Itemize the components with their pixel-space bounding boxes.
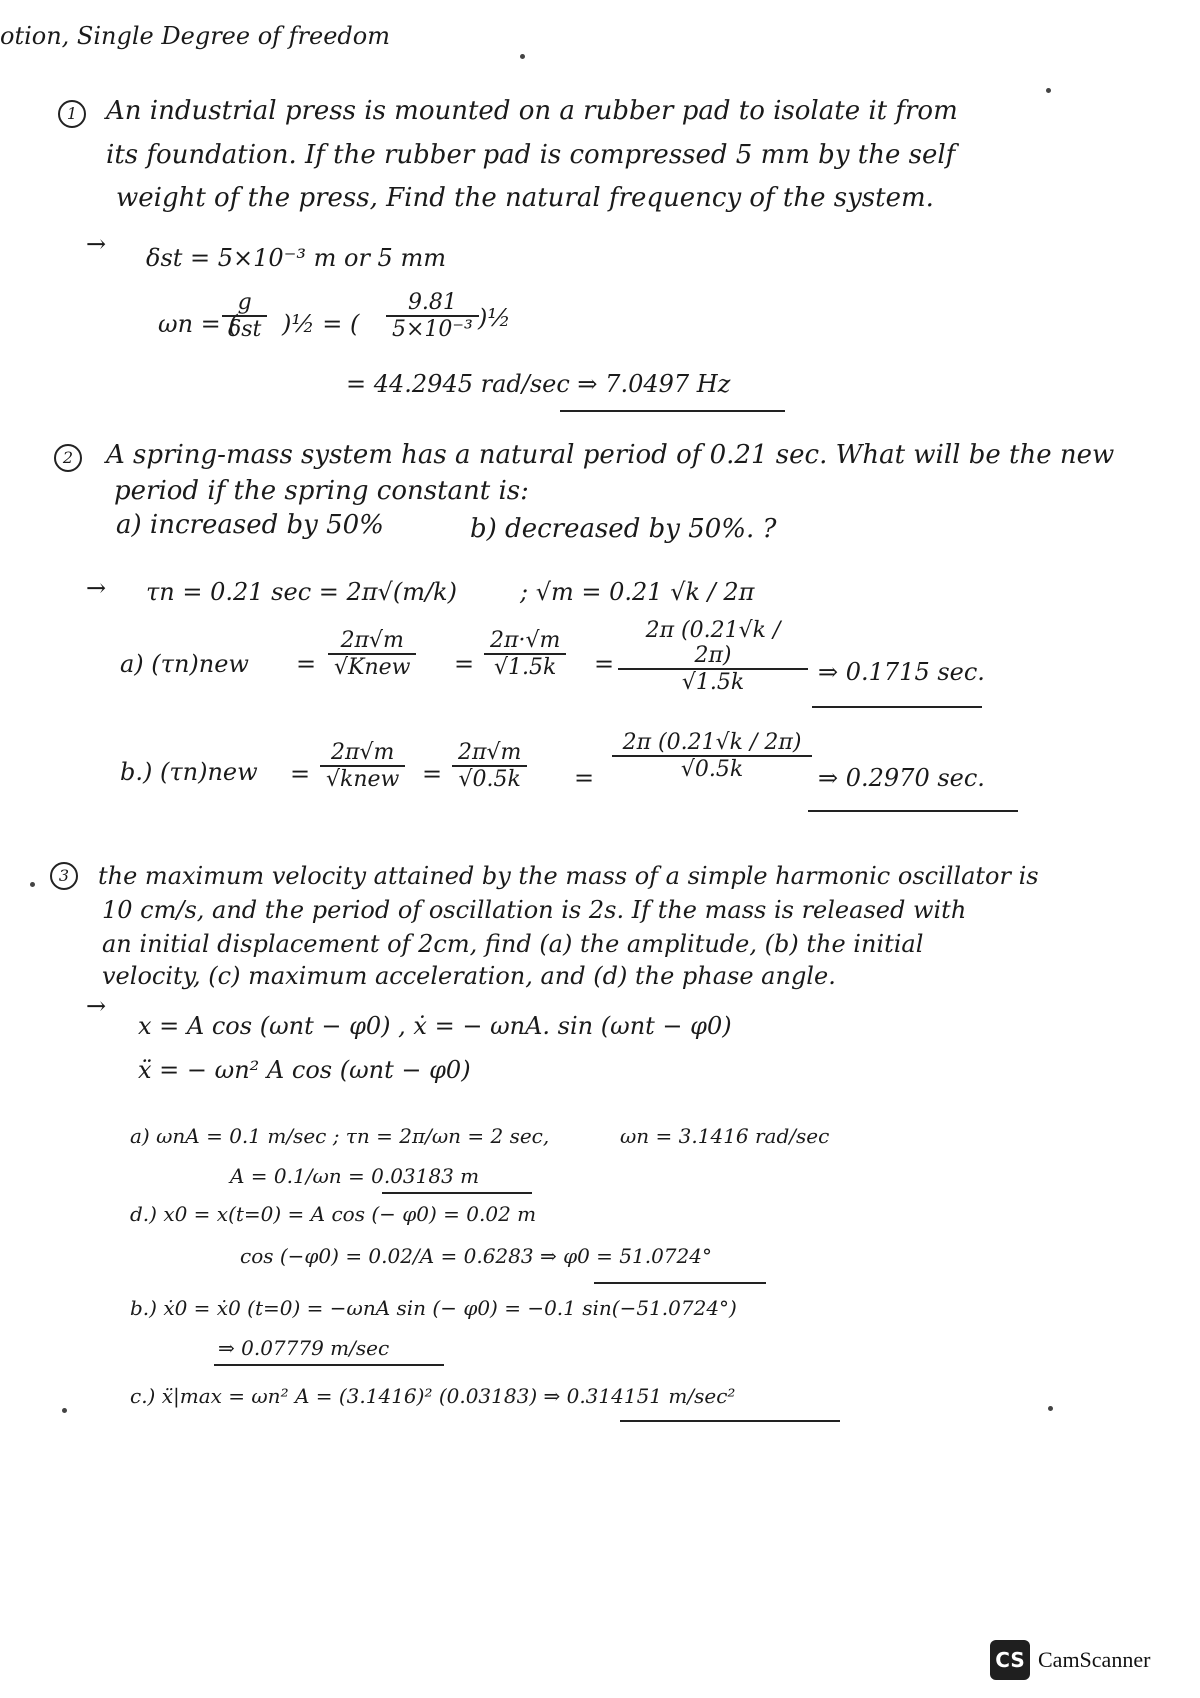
q3-amplitude: A = 0.1/ωn = 0.03183 m <box>230 1164 480 1188</box>
equals-sign: = <box>422 760 443 788</box>
scan-speck <box>30 882 35 887</box>
q2-b-result-underline <box>808 810 1018 812</box>
solution-arrow-icon: → <box>86 574 107 602</box>
question-3-line-3: an initial displacement of 2cm, find (a) the amplitude, (b) the initial <box>102 930 924 958</box>
fraction-numerator: 2π√m <box>328 628 416 655</box>
question-2-line-1: A spring-mass system has a natural period of 0.21 sec. What will be the new <box>106 440 1115 470</box>
q2-period-relation: τn = 0.21 sec = 2π√(m/k) <box>146 578 457 606</box>
q2-b-fraction-2 <box>452 740 527 792</box>
fraction-numerator: 2π√m <box>452 740 527 767</box>
scan-speck <box>62 1408 67 1413</box>
question-3-line-4: velocity, (c) maximum acceleration, and (d) the phase angle. <box>102 962 836 990</box>
scan-speck <box>1046 88 1051 93</box>
fraction-denominator: √0.5k <box>680 757 744 782</box>
question-2-line-2: period if the spring constant is: <box>114 476 529 506</box>
question-1-line-1: An industrial press is mounted on a rubber pad to isolate it from <box>106 96 958 126</box>
q1-fraction-numeric <box>386 290 479 342</box>
fraction-denominator: √1.5k <box>494 655 557 680</box>
q2-a-fraction-1 <box>328 628 416 680</box>
q2-b-fraction-1 <box>320 740 405 792</box>
fraction-denominator: 5×10⁻³ <box>392 317 473 342</box>
fraction-denominator: √0.5k <box>458 767 521 792</box>
solution-arrow-icon: → <box>86 992 107 1020</box>
question-3-number: 3 <box>50 862 78 890</box>
fraction-denominator: √Knew <box>334 655 411 680</box>
q2-part-b-label: b.) (τn)new <box>120 758 258 786</box>
equals-sign: = <box>574 764 595 792</box>
q1-fraction-g-over-dst <box>222 290 267 342</box>
fraction-numerator: 2π·√m <box>484 628 566 655</box>
q2-a-fraction-2 <box>484 628 566 680</box>
equals-sign: = <box>454 650 475 678</box>
q3-phase-angle-underline <box>594 1282 766 1284</box>
q2-part-a-result: ⇒ 0.1715 sec. <box>818 658 985 686</box>
equals-sign: = <box>296 650 317 678</box>
fraction-numerator: 2π (0.21√k / 2π) <box>618 618 808 670</box>
question-2-number: 2 <box>54 444 82 472</box>
q2-part-a-label: a) (τn)new <box>120 650 249 678</box>
q1-result-underline <box>560 410 785 412</box>
question-3-line-2: 10 cm/s, and the period of oscillation is 2s. If the mass is released with <box>102 896 967 924</box>
question-3-line-1: the maximum velocity attained by the mass of a simple harmonic oscillator is <box>98 862 1039 890</box>
q2-part-b-result: ⇒ 0.2970 sec. <box>818 764 985 792</box>
q2-b-fraction-3 <box>612 730 812 782</box>
equals-sign: = <box>290 760 311 788</box>
fraction-denominator: √knew <box>326 767 400 792</box>
camscanner-brand-text: CamScanner <box>1038 1647 1151 1672</box>
q3-initial-velocity-underline <box>214 1364 444 1366</box>
question-1-line-2: its foundation. If the rubber pad is compressed 5 mm by the self <box>106 140 956 170</box>
q1-wn-mid: )½ = ( <box>282 310 360 338</box>
q1-result: = 44.2945 rad/sec ⇒ 7.0497 Hz <box>346 370 731 398</box>
fraction-denominator: √1.5k <box>681 670 745 695</box>
q3-acceleration-equation: ẍ = − ωn² A cos (ωnt − φ0) <box>138 1056 471 1084</box>
q3-part-c: c.) ẍ|max = ωn² A = (3.1416)² (0.03183) ⇒ 0.314151 m/sec² <box>130 1384 736 1408</box>
q3-max-acceleration-underline <box>620 1420 840 1422</box>
q1-wn-end: )½ <box>478 304 511 332</box>
fraction-numerator: 9.81 <box>386 290 479 317</box>
q3-initial-velocity: ⇒ 0.07779 m/sec <box>218 1336 390 1360</box>
q3-amplitude-underline <box>382 1192 532 1194</box>
q2-sqrt-m-relation: ; √m = 0.21 √k / 2π <box>520 578 755 606</box>
camscanner-watermark <box>990 1640 1150 1680</box>
equals-sign: = <box>594 650 615 678</box>
camscanner-logo-icon: CS <box>990 1640 1030 1680</box>
scan-speck <box>520 54 525 59</box>
question-2-option-a: a) increased by 50% <box>116 510 384 540</box>
q2-a-fraction-3 <box>618 618 808 695</box>
q3-natural-frequency: ωn = 3.1416 rad/sec <box>620 1124 830 1148</box>
fraction-numerator: 2π (0.21√k / 2π) <box>612 730 812 757</box>
fraction-numerator: g <box>222 290 267 317</box>
q3-part-b: b.) ẋ0 = ẋ0 (t=0) = −ωnA sin (− φ0) = −0.1 sin(−51.0724°) <box>130 1296 737 1320</box>
question-1-line-3: weight of the press, Find the natural frequency of the system. <box>116 183 934 213</box>
fraction-numerator: 2π√m <box>320 740 405 767</box>
scan-speck <box>1048 1406 1053 1411</box>
q1-static-deflection: δst = 5×10⁻³ m or 5 mm <box>146 244 446 272</box>
q2-a-result-underline <box>812 706 982 708</box>
fraction-denominator: δst <box>228 317 262 342</box>
question-2-option-b: b) decreased by 50%. ? <box>470 514 777 544</box>
q1-wn-lhs: ωn = ( <box>158 310 238 338</box>
question-1-number: 1 <box>58 100 86 128</box>
q3-displacement-equations: x = A cos (ωnt − φ0) , ẋ = − ωnA. sin (ωnt − φ0) <box>138 1012 732 1040</box>
page-header: otion, Single Degree of freedom <box>0 22 390 50</box>
q3-phase-angle: cos (−φ0) = 0.02/A = 0.6283 ⇒ φ0 = 51.0724° <box>240 1244 712 1268</box>
q3-part-d: d.) x0 = x(t=0) = A cos (− φ0) = 0.02 m <box>130 1202 537 1226</box>
q3-part-a: a) ωnA = 0.1 m/sec ; τn = 2π/ωn = 2 sec, <box>130 1124 550 1148</box>
solution-arrow-icon: → <box>86 230 107 258</box>
